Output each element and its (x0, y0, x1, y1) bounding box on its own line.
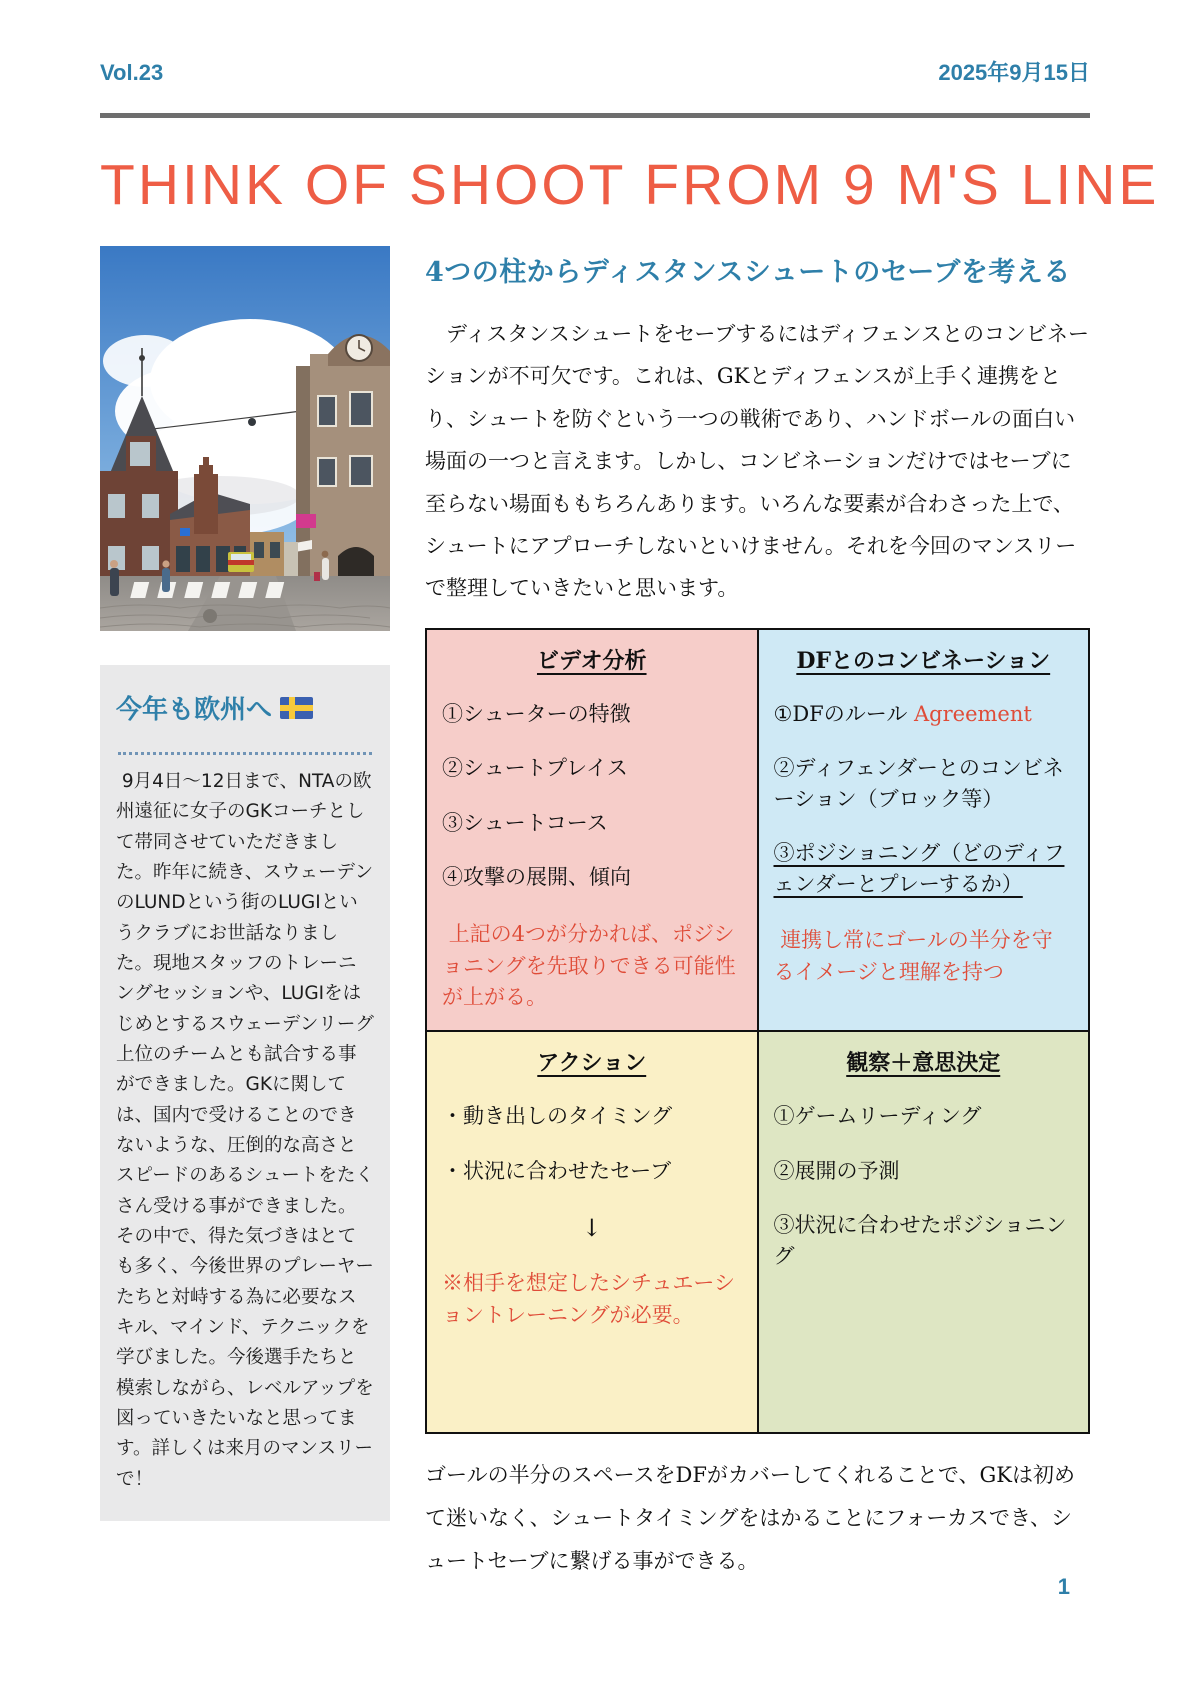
dotted-divider (118, 752, 372, 755)
cell-action (426, 1031, 758, 1433)
cell-video-analysis (426, 629, 758, 1031)
list-item: ②ディフェンダーとのコンビネーション（ブロック等） (773, 756, 1064, 811)
list-item: ③ポジショニング（どのディフェンダーとプレーするか） (773, 841, 1065, 896)
article-conclusion: ゴールの半分のスペースをDFがカバーしてくれることで、GKは初めて迷いなく、シュートタイミングをはかることにフォーカスでき、シュートセーブに繋げる事ができる。 (425, 1463, 1075, 1574)
list-item: ②展開の予測 (773, 1158, 900, 1183)
cell-note: 連携し常にゴールの半分を守るイメージと理解を持つ (773, 928, 1053, 984)
main-article (425, 246, 1090, 1583)
list-item: ・動き出しのタイミング (442, 1104, 673, 1129)
volume-label: Vol.23 (100, 60, 164, 85)
content-columns (0, 246, 1190, 1583)
sidebar-article (100, 665, 390, 1521)
list-item: ・状況に合わせたセーブ (442, 1158, 672, 1183)
vehicle-shape (228, 552, 254, 572)
newsletter-title: THINK OF SHOOT FROM 9 M'S LINE (100, 153, 1160, 217)
street-photo (100, 246, 390, 631)
cell-note: 上記の4つが分かれば、ポジショニングを先取りできる可能性が上がる。 (442, 921, 736, 1010)
down-arrow-icon: ↓ (581, 1214, 602, 1243)
header-rule (100, 113, 1090, 118)
article-intro: ディスタンスシュートをセーブするにはディフェンスとのコンビネーションが不可欠です。これは、GKとディフェンスが上手く連携をとり、シュートを防ぐという一つの戦術であり、ハンドボールの面白い場面の一つと言えます。しかし、コンビネーションだけではセーブに至らない場面ももちろんあります。いろんな要素が合わさった上で、シュートにアプローチしないといけません。それを今回のマンスリーで整理していきたいと思います。 (425, 322, 1090, 601)
list-item: ④攻撃の展開、傾向 (442, 865, 631, 890)
list-item: ①ゲームリーディング (773, 1104, 982, 1129)
page-number: 1 (1057, 1574, 1070, 1599)
issue-date: 2025年9月15日 (938, 60, 1090, 85)
four-pillars-table (425, 628, 1090, 1434)
cell-title: 観察＋意思決定 (846, 1050, 1001, 1077)
sweden-flag-icon (280, 697, 313, 719)
left-column (100, 246, 390, 1583)
list-item: ①シューターの特徴 (442, 701, 631, 726)
masthead (0, 0, 1190, 218)
cell-title: ビデオ分析 (536, 647, 647, 674)
cell-title: DFとのコンビネーション (796, 647, 1051, 674)
cell-note: ※相手を想定したシチュエーショントレーニングが必要。 (442, 1271, 735, 1328)
list-item: ②シュートプレイス (442, 756, 628, 781)
list-item: ③シュートコース (442, 810, 608, 835)
list-item: ①DFのルール Agreement (773, 701, 1032, 726)
accent-word: Agreement (914, 701, 1032, 726)
list-item: ③状況に合わせたポジショニング (773, 1213, 1067, 1268)
cell-observation-decision (758, 1031, 1090, 1433)
meta-row (100, 56, 1090, 87)
cell-title: アクション (537, 1050, 647, 1077)
sidebar-body-text: 9月4日〜12日まで、NTAの欧州遠征に女子のGKコーチとして帯同させていただきました。昨年に続き、スウェーデンのLUNDという街のLUGIというクラブにお世話なりました。現地スタッフのトレーニングセッションや、LUGIをはじめとするスウェーデンリーグ上位のチームとも試合する事ができました。GKに関しては、国内で受けることのできないような、圧倒的な高さとスピードのあるシュートをたくさん受ける事ができました。その中で、得た気づきはとても多く、今後世界のプレーヤーたちと対峙する為に必要なスキル、マインド、テクニックを学びました。今後選手たちと模索しながら、レベルアップを図っていきたいなと思ってます。詳しくは来月のマンスリーで！ (116, 771, 374, 1490)
sidebar-heading-text: 今年も欧州へ (116, 695, 273, 725)
article-heading: 4つの柱からディスタンスシュートのセーブを考える (425, 257, 1071, 288)
sidebar-heading (116, 689, 374, 726)
cell-df-combination (758, 629, 1090, 1031)
